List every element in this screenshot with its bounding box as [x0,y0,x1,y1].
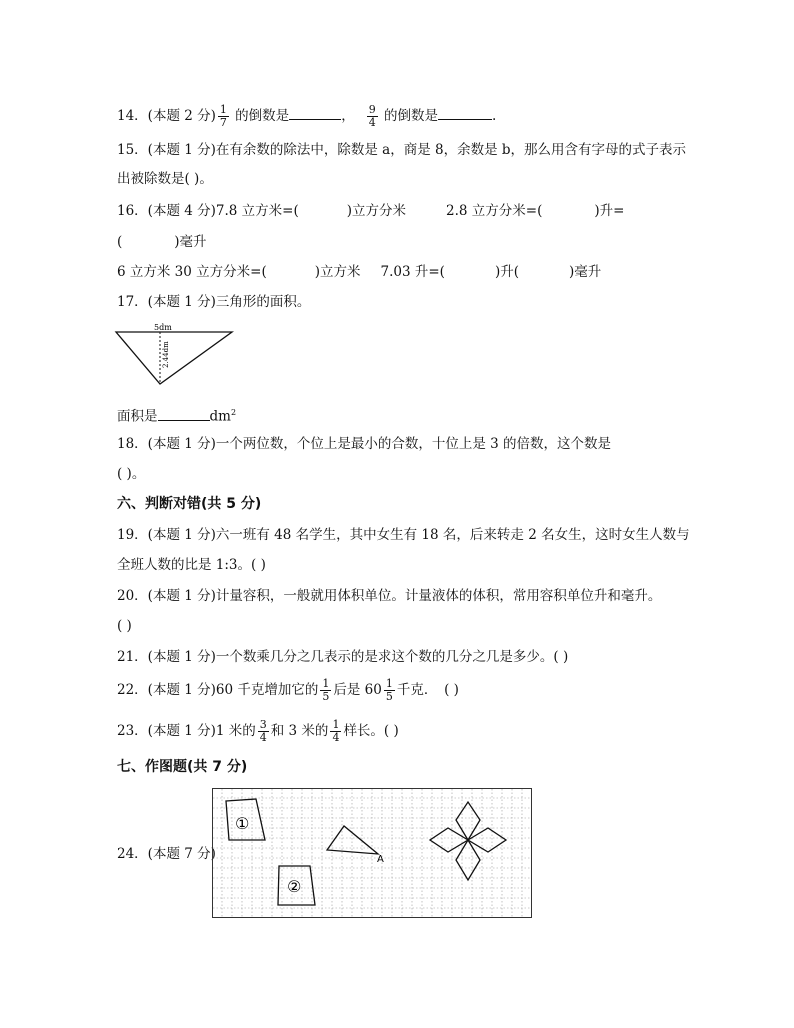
question-24-label: 24．(本题 7 分) [117,846,216,862]
q23-f2-denominator: 4 [332,731,340,744]
q14-separator: ， [341,108,355,124]
shape-1-label: ① [235,814,250,833]
q17-answer-blank[interactable] [158,408,210,421]
q14-fraction-1 [218,104,229,129]
q23-end: 样长。( ) [343,723,399,739]
question-17: 17．(本题 1 分)三角形的面积。 [117,294,311,310]
q23-mid: 和 3 米的 [270,723,329,739]
q14-f1-denominator: 7 [219,116,227,129]
question-20-line2: ( ) [117,618,132,634]
q14-end: . [491,108,497,124]
q22-fraction-1 [320,678,331,703]
section-7-heading: 七、作图题(共 7 分) [117,759,248,775]
q23-f1-denominator: 4 [259,731,267,744]
flower-petal-bottom [456,840,480,880]
q16-part-10: )升( [494,264,519,280]
q17-answer-prefix: 面积是 [117,408,158,425]
question-16-line3 [117,263,601,281]
q22-f2-numerator: 1 [385,677,393,690]
q14-answer-blank-2[interactable] [438,107,492,120]
question-15-line1: 15．(本题 1 分)在有余数的除法中，除数是 a，商是 8，余数是 b，那么用含有字母的式子表示 [117,142,687,158]
q22-mid: 后是 60 [333,682,382,698]
q16-part-2: )立方分米 [346,203,407,219]
q22-f1-numerator: 1 [322,677,330,690]
q23-f1-numerator: 3 [259,718,267,731]
q22-fraction-2 [384,678,395,703]
q14-prefix: 14．(本题 2 分) [117,108,216,124]
q16-part-3: 2.8 立方分米=( [446,203,543,219]
question-15-line2: 出被除数是( )。 [117,171,213,187]
q22-end: 千克． ( ) [396,682,459,698]
triangle-shape [116,332,232,384]
q17-unit-exponent: 2 [230,408,237,417]
q16-part-5: ( [117,234,123,250]
q17-unit: dm [209,408,231,425]
q16-part-1: 16．(本题 4 分)7.8 立方米=( [117,203,299,219]
q16-part-7: 6 立方米 30 立方分米=( [117,264,267,280]
q14-f2-numerator: 9 [368,103,376,116]
q23-fraction-2 [330,719,341,744]
drawing-grid [212,788,532,918]
question-23 [117,719,399,744]
question-20-line1: 20．(本题 1 分)计量容积，一般就用体积单位。计量液体的体积，常用容积单位升和毫升。 [117,588,662,604]
point-A-label: A [377,854,384,865]
q14-answer-blank-1[interactable] [289,107,341,120]
question-14 [117,104,496,129]
question-19-line2: 全班人数的比是 1:3。( ) [117,557,266,573]
question-16-line2 [117,233,207,251]
q14-f2-denominator: 4 [368,116,376,129]
question-21: 21．(本题 1 分)一个数乘几分之几表示的是求这个数的几分之几是多少。( ) [117,649,569,665]
q23-f2-numerator: 1 [332,718,340,731]
q23-prefix: 23．(本题 1 分)1 米的 [117,723,256,739]
q14-text-1: 的倒数是 [230,108,290,124]
q14-fraction-2 [367,104,378,129]
q16-part-11: )毫升 [569,264,602,280]
q16-part-8: )立方米 [314,264,361,280]
question-18-line2: ( )。 [117,466,146,482]
q23-fraction-1 [258,719,269,744]
question-19-line1: 19．(本题 1 分)六一班有 48 名学生，其中女生有 18 名，后来转走 2 名女生，这时女生人数与 [117,527,690,543]
triangle-height-label: 2.44dm [162,341,170,368]
question-18-line1: 18．(本题 1 分)一个两位数，个位上是最小的合数，十位上是 3 的倍数，这个数是 [117,436,612,452]
q16-part-9: 7.03 升=( [380,264,445,280]
q16-part-6: )毫升 [174,234,207,250]
section-6-heading: 六、判断对错(共 5 分) [117,496,262,512]
q22-f2-denominator: 5 [385,690,393,703]
q17-answer [117,404,236,426]
triangle-figure [112,320,242,390]
q22-f1-denominator: 5 [322,690,330,703]
q16-part-4: )升= [594,203,625,219]
question-22 [117,678,459,703]
shape-2-label: ② [287,877,302,896]
q14-f1-numerator: 1 [219,103,227,116]
question-16-line1 [117,202,624,220]
q22-prefix: 22．(本题 1 分)60 千克增加它的 [117,682,319,698]
q14-text-2: 的倒数是 [379,108,438,124]
triangle-shape-A [327,826,378,854]
triangle-base-label: 5dm [154,323,172,332]
